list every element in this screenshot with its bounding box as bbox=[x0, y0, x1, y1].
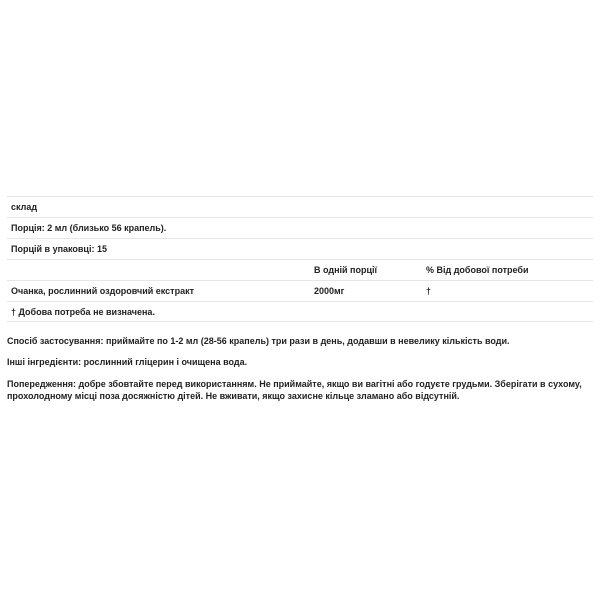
serving-size-row bbox=[7, 217, 593, 238]
warning-text: Попередження: добре збовтайте перед використанням. Не приймайте, якщо ви вагітні або годуєте грудьми. Зберігати в сухому, прохолодному місці поза досяжністю дітей. Не вживати, якщо захисне кільце зламано або відсутній. bbox=[7, 379, 582, 401]
servings-per-container: Порцій в упаковці: 15 bbox=[11, 244, 107, 254]
footnote-row bbox=[7, 301, 593, 322]
footnote: † Добова потреба не визначена. bbox=[11, 307, 155, 317]
table-title: склад bbox=[11, 202, 38, 212]
table-header-row bbox=[7, 259, 593, 280]
table-row bbox=[7, 280, 593, 301]
table-title-row bbox=[7, 196, 593, 217]
ingredient-name: Очанка, рослинний оздоровчий екстракт bbox=[11, 286, 195, 296]
header-per-serving: В одній порції bbox=[314, 265, 378, 275]
serving-size: Порція: 2 мл (близько 56 крапель). bbox=[11, 223, 167, 233]
supplement-facts-table bbox=[7, 196, 593, 322]
ingredient-amount: 2000мг bbox=[314, 286, 345, 296]
header-daily-value: % Від добової потреби bbox=[426, 265, 529, 275]
other-ingredients-text: Інші інгредієнти: рослинний гліцерин і очищена вода. bbox=[7, 357, 248, 367]
usage-text: Спосіб застосування: приймайте по 1-2 мл (28-56 крапель) три рази в день, додавши в невелику кількість води. bbox=[7, 336, 510, 346]
servings-per-container-row bbox=[7, 238, 593, 259]
ingredient-daily-value: † bbox=[426, 286, 432, 296]
